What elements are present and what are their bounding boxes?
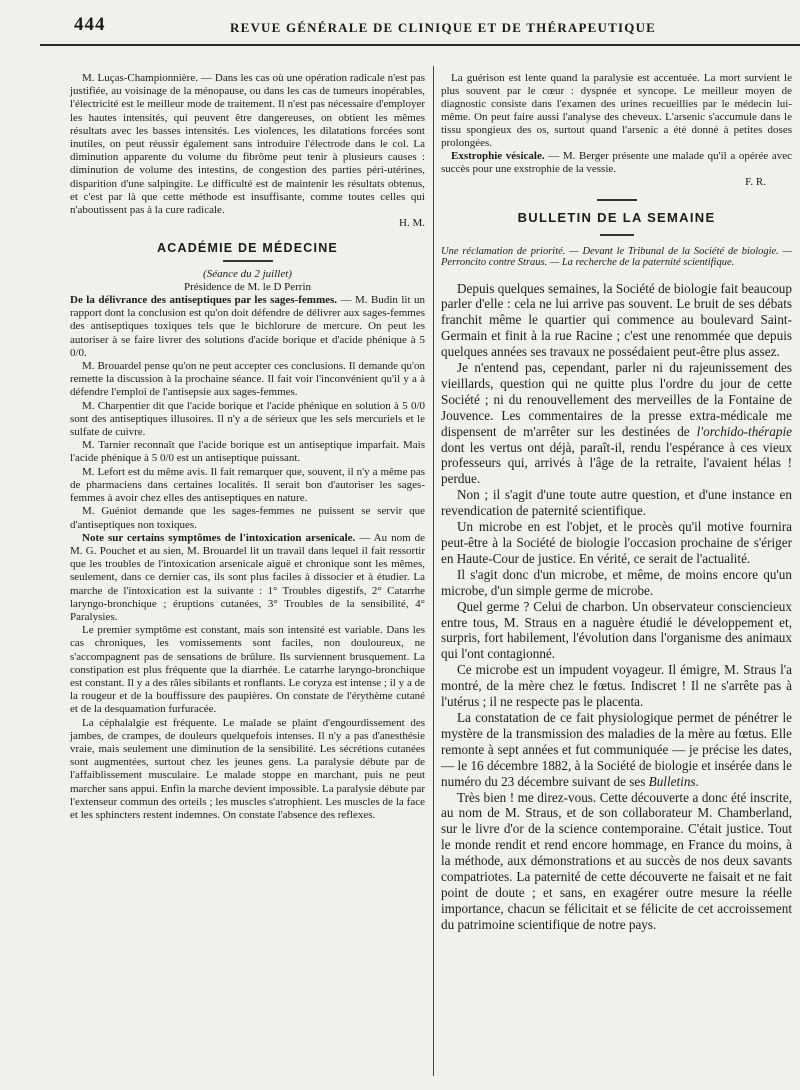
left-column: [70, 72, 425, 822]
antiseptics-paragraph: — M. Budin lit un rapport dont la conclusion est qu'on doit défendre de délivrer aux sages-femmes des antiseptiques toxiques tels que le bichlorure de mercure. On peut les autoriser à se faire livrer des solutions d'acide borique et d'acide phénique à 5 0/0.: [70, 294, 426, 359]
bulletin-rule: [600, 234, 634, 236]
page-number: 444: [74, 14, 106, 35]
session-date: (Séance du 2 juillet): [203, 267, 292, 280]
guerison-paragraph: La guérison est lente quand la paralysie est accentuée. La mort survient le plus souvent par le cœur : dyspnée et syncope. Le meilleur moyen de diagnostic consiste dans l'examen des urines recueillies par le médecin lui-même. On peut faire aussi l'analyse des cheveux. L'arsenic s'accumule dans le tissu spongieux des os, surtout quand l'arsenic a été donné à petites doses prolongées.: [441, 72, 792, 149]
column-divider: [433, 66, 434, 1076]
right-column: [441, 72, 792, 933]
running-title: REVUE GÉNÉRALE DE CLINIQUE ET DE THÉRAPEUTIQUE: [230, 20, 657, 35]
orchido-therapie-term: l'orchido-thérapie: [696, 423, 792, 439]
tarnier-paragraph: M. Tarnier reconnaît que l'acide borique est un antiseptique imparfait. Mais l'acide phénique à 5 0/0 est un antiseptique puissant.: [70, 439, 425, 465]
arsenic-title: Note sur certains symptômes de l'intoxication arsenicale.: [82, 531, 356, 544]
cephalalgia-paragraph: La céphalalgie est fréquente. Le malade se plaint d'engourdissement des jambes, de crampes, de douleurs quelquefois intenses. Il n'y a pas d'anesthésie vraie, mais seulement une diminution de la sensibilité. Les sécrétions cutanées sont augmentées, surtout chez les jeunes gens. La paralysie débute par de l'affaiblissement musculaire. Le malade stoppe en marchant, puis ne peut marcher sans appui. Enfin la marche devient impossible. La paralysie débute par l'extenseur commun des orteils ; les muscles s'atrophient. Les muscles de la face et les sphincters restent indemnes. On constate l'absence des reflexes.: [70, 716, 425, 821]
brouardel-paragraph: M. Brouardel pense qu'on ne peut accepter ces conclusions. Il demande qu'on remette la discussion à la prochaine séance. Il fait voir l'inconvénient qu'il y a à défendre l'emploi de l'antisepsie aux sages-femmes.: [70, 360, 425, 399]
bulletin-paragraph-8: La constatation de ce fait physiologique permet de pénétrer le mystère de la transmission des maladies de la mère au fœtus. Elle remonte à sept années et fut communiquée — je précise les dates, — le 16 décembre 1882, à la Société de biologie et insérée dans le numéro du 23 décembre suivant de ses Bulletins.: [441, 709, 792, 789]
bulletin-paragraph-6: Quel germe ? Celui de charbon. Un observateur consciencieux entre tous, M. Straus en a naguère étudié le développement et, surpris, fort habilement, l'évolution dans l'organisme des animaux qui l'ont contagionné.: [441, 598, 792, 662]
bulletin-summary: Une réclamation de priorité. — Devant le Tribunal de la Société de biologie. — Perroncito contre Straus. — La recherche de la paternité scientifique.: [441, 245, 792, 268]
bulletin-paragraph-5: Il s'agit donc d'un microbe, et même, de moins encore qu'un microbe, d'un simple germe de microbe.: [441, 566, 792, 598]
bulletin-paragraph-4: Un microbe en est l'objet, et le procès qu'il motive fournira peut-être à la Société de biologie l'occasion prochaine de s'ériger en Haute-Cour de justice. En vérité, ce serait de l'actualité.: [441, 519, 792, 566]
bulletin-body: [441, 281, 792, 933]
bulletin-paragraph-7: Ce microbe est un impudent voyageur. Il émigre, M. Straus l'a montré, de la mère chez le fœtus. Indiscret ! Il ne s'arrête pas à l'utérus ; il ne respecte pas le placenta.: [441, 662, 792, 710]
presidency: Présidence de M. le D Perrin: [183, 280, 312, 293]
academy-heading: ACADÉMIE DE MÉDECINE: [157, 241, 338, 256]
bulletin-paragraph-3: Non ; il s'agit d'une toute autre question, et d'une instance en revendication de paternité scientifique.: [441, 487, 792, 519]
bulletin-paragraph-9: Très bien ! me direz-vous. Cette découverte a donc été inscrite, au nom de M. Straus, et de son collaborateur M. Chamberland, sur le livre d'or de la science contemporaine. C'était justice. Tout le monde rendit et rend encore hommage, en France du moins, à la méthode, aux démonstrations et au succès de nos deux savants compatriotes. La paternité de cette découverte ne faisait et ne fait point de doute ; et sans, en exagérer outre mesure la réelle importance, chacun se félicitait et se félicite de cet accroissement du patrimoine scientifique de notre pays.: [441, 789, 792, 932]
antiseptics-title: De la délivrance des antiseptiques par les sages-femmes.: [70, 294, 338, 307]
arsenic-paragraph: — Au nom de M. G. Pouchet et au sien, M. Brouardel lit un travail dans lequel il fait ressortir que les troubles de l'intoxication arsenicale aiguë et chronique sont les mêmes, seulement, dans ce dernier cas, ils sont plus faciles à dissocier et à étudier. La marche de l'intoxication est la suivante : 1° Troubles digestifs, 2° Catarrhe laryngo-bronchique ; éruptions cutanées, 3° Troubles de la sensibilité, 4° Paralysies.: [70, 531, 426, 623]
lefort-paragraph: M. Lefort est du même avis. Il fait remarquer que, souvent, il n'y a même pas de pharmaciens dans certaines localités. Il serait bon d'autoriser les sages-femmes à avoir chez elles des antiseptiques en nature.: [70, 465, 425, 505]
gueniot-paragraph: M. Guéniot demande que les sages-femmes ne puissent se servir que d'antiseptiques non toxiques.: [70, 505, 425, 531]
bulletin-paragraph-1: Depuis quelques semaines, la Société de biologie fait beaucoup parler d'elle : cela ne lui arrive pas souvent. Le bruit de ses débats franchit même le quartier qui commence au boulevard Saint-Germain et finit à la rue Racine ; c'est une renommée que depuis quelques années ses travaux ne possédaient peut-être plus assez.: [441, 280, 792, 360]
bulletins-term: Bulletins: [648, 773, 696, 789]
left-signature: H. M.: [399, 217, 425, 230]
luca-championniere-paragraph: M. Luças-Championnière. — Dans les cas où une opération radicale n'est pas justifiée, au voisinage de la ménopause, ou dans les cas de tumeurs inopérables, l'électricité est le meilleur mode de traitement. Il n'est pas nécessaire d'employer les hautes intensités, qui peuvent être dangereuses, on obtient les mêmes résultats avec les basses intensités. Les violences, les dilatations forcées sont inutiles, on peut réussir également sans introduire l'électrode dans le col. La diminution apparente du volume du fibrôme peut tenir à plusieurs causes : diminution de volume des intestins, de congestion des parties péri-utérines, disparition d'une salpingite. Le difficulté est de maintenir les résultats obtenus, et c'est par là que cette méthode est insuffisante, comme toutes celles qui n'aboutissent pas à la cure radicale.: [70, 72, 425, 217]
bulletin-heading: BULLETIN DE LA SEMAINE: [517, 209, 716, 225]
section-separator: [597, 199, 637, 201]
bulletin-paragraph-2: Je n'entend pas, cependant, parler ni du rajeunissement des vieillards, question qui ne quitte plus l'ordre du jour de cette Société ; ni du renouvellement des merveilles de la Fontaine de Jouvence. Les commentaires de la presse extra-médicale me dispensent de m'arrêter sur les destinées de l'orchido-thérapie dont les vertus ont déjà, paraît-il, rendu l'espérance à ces vieux professeurs qui, arrivés à l'âge de la retraite, l'avaient hélas ! perdue.: [441, 360, 792, 487]
symptoms-paragraph: Le premier symptôme est constant, mais son intensité est variable. Dans les cas chroniques, les vomissements sont faciles, non douloureux, ne s'accompagnent pas de sensations de brûlure. Ils surviennent brusquement. La constipation est plus fréquente que la diarrhée. Le catarrhe laryngo-bronchique est constant. Il y a des râles sibilants et ronflants. Le coryza est intense ; il y a de la rougeur et de la bouffissure des paupières. On constate de l'érythème cutané et de la desquamation furfuracée.: [70, 624, 425, 716]
academy-rule: [223, 260, 273, 262]
exstrophie-title: Exstrophie vésicale.: [451, 150, 545, 162]
page-header: [40, 14, 800, 38]
exstrophie-paragraph: — M. Berger présente une malade qu'il a opérée avec succès pour une exstrophie de la vessie.: [441, 150, 793, 175]
charpentier-paragraph: M. Charpentier dit que l'acide borique et l'acide phénique en solution à 5 0/0 sont des antiseptiques illusoires. Il n'y a de sérieux que les sels mercuriels et le sulfate de cuivre.: [70, 399, 425, 439]
header-rule: [40, 44, 800, 46]
right-signature: F. R.: [745, 176, 766, 188]
